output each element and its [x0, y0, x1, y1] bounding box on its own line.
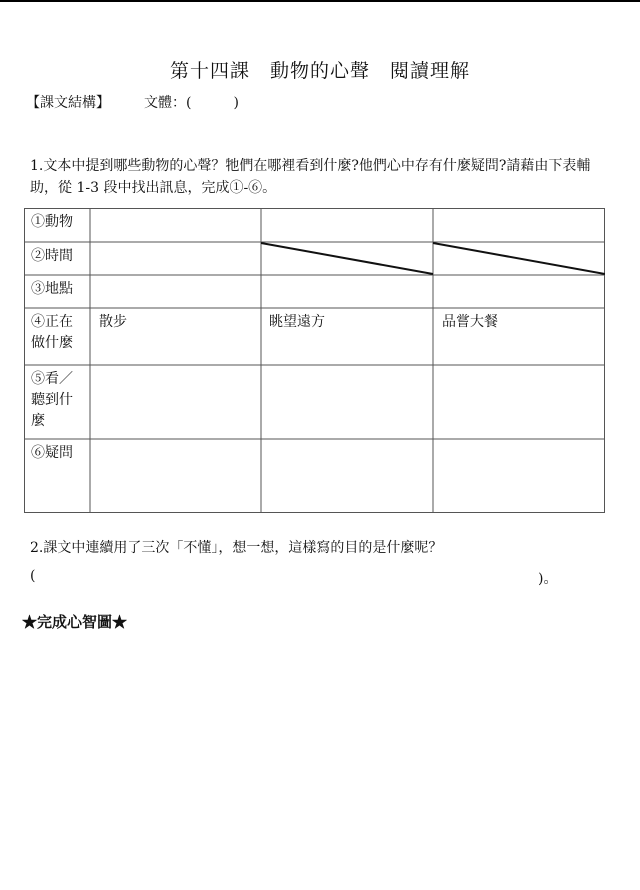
- diagonal-strike-col3: [433, 243, 605, 274]
- diagonal-strike-col2: [261, 243, 433, 274]
- row-label-seeing: ⑤看／聽到什麼: [31, 371, 73, 429]
- question-2: 2.課文中連續用了三次「不懂」，想一想，這樣寫的目的是什麼呢？: [30, 540, 443, 556]
- activity-cell-1: 散步: [99, 314, 127, 330]
- row-label-animal: ①動物: [31, 214, 73, 230]
- structure-label: 【課文結構】: [26, 95, 110, 111]
- top-border-line: [0, 0, 640, 2]
- question-1: 1.文本中提到哪些動物的心聲？牠們在哪裡看到什麼?他們心中存有什麼疑問?請藉由下表輔助，從 1-3 段中找出訊息，完成①-⑥。: [30, 158, 591, 196]
- activity-cell-2: 眺望遠方: [269, 314, 325, 330]
- row-label-doing: ④正在做什麼: [31, 314, 73, 351]
- row-label-time: ②時間: [31, 248, 73, 264]
- row-label-question: ⑥疑問: [31, 445, 73, 461]
- answer-table: [24, 208, 605, 513]
- answer-paren-close: )。: [538, 571, 558, 587]
- mindmap-heading: ★完成心智圖★: [22, 613, 128, 631]
- table-lines: [24, 208, 605, 513]
- answer-paren-open[interactable]: (: [30, 568, 36, 584]
- lesson-structure: [26, 92, 239, 112]
- activity-cell-3: 品嘗大餐: [442, 314, 498, 330]
- row-label-place: ③地點: [31, 281, 73, 297]
- genre-field[interactable]: 文體：( ): [144, 95, 239, 111]
- page-title: 第十四課 動物的心聲 閱讀理解: [169, 60, 470, 82]
